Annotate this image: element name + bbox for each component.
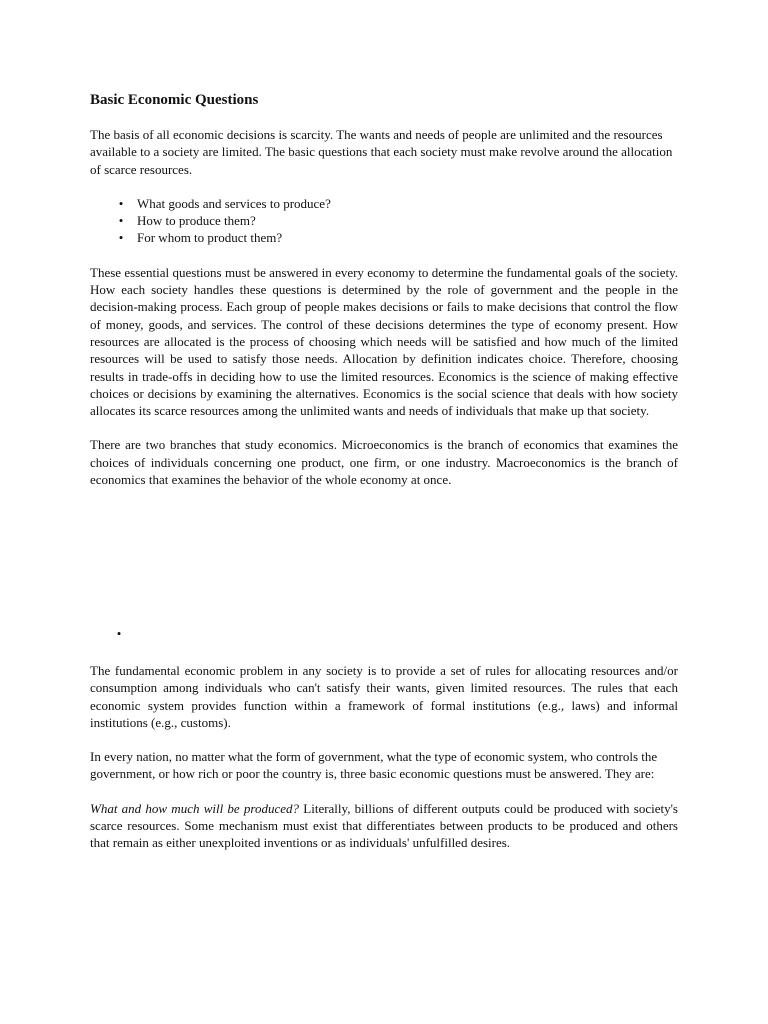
questions-list xyxy=(90,195,678,247)
list-item xyxy=(114,212,678,229)
what-produced-question: What and how much will be produced? xyxy=(90,800,300,816)
bullet-icon: • xyxy=(118,213,124,229)
branches-paragraph: There are two branches that study economics. Microeconomics is the branch of economics that examines the choices of individuals concerning one product, one firm, or one industry. Macroeconomics is the branch of economics that examines the behavior of the whole economy at once. xyxy=(90,437,678,488)
every-nation-paragraph: In every nation, no matter what the form of government, what the type of economic system, who controls the government, or how rich or poor the country is, three basic economic questions must be answered. They are: xyxy=(90,749,658,782)
intro-paragraph: The basis of all economic decisions is scarcity. The wants and needs of people are unlimited and the resources available to a society are limited. The basic questions that each society must make revolve around the allocation of scarce resources. xyxy=(90,127,673,177)
what-produced-text: Literally, billions of different outputs could be produced with society's scarce resources. Some mechanism must exist that differentiates between products to be produced and others that remain as either unexploited inventions or as individuals' unfulfilled desires. xyxy=(90,800,678,851)
list-item xyxy=(114,195,678,212)
essential-questions-paragraph: These essential questions must be answered in every economy to determine the fundamental goals of the society. How each society handles these questions is determined by the role of government and the people in the decision-making process. Each group of people makes decisions or fails to make decisions that control the flow of money, goods, and services. The control of these decisions determines the type of economy present. How resources are allocated is the process of choosing which needs will be satisfied and how much of the limited resources will be used to satisfy those needs. Allocation by definition indicates choice. Therefore, choosing results in trade-offs in deciding how to use the limited resources. Economics is the science of making effective choices or decisions by examining the alternatives. Economics is the social science that deals with how society allocates its scarce resources among the unlimited wants and needs of individuals that make up that society. xyxy=(90,264,678,419)
fundamental-problem-paragraph: The fundamental economic problem in any society is to provide a set of rules for allocating resources and/or consumption among individuals who can't satisfy their wants, given limited resources. The rules that each economic system provides function within a framework of formal institutions (e.g., laws) and informal institutions (e.g., customs). xyxy=(90,663,678,730)
bullet-icon: • xyxy=(118,230,124,246)
question-text: For whom to product them? xyxy=(137,230,283,246)
bullet-icon: • xyxy=(118,195,124,211)
list-item xyxy=(114,229,678,246)
document-title: Basic Economic Questions xyxy=(90,92,259,108)
document-body xyxy=(90,90,678,488)
question-text: How to produce them? xyxy=(137,213,256,229)
document-body-continued xyxy=(90,662,678,869)
question-text: What goods and services to produce? xyxy=(137,195,331,211)
empty-bullet-icon: • xyxy=(116,626,122,641)
what-produced-paragraph xyxy=(90,800,678,852)
